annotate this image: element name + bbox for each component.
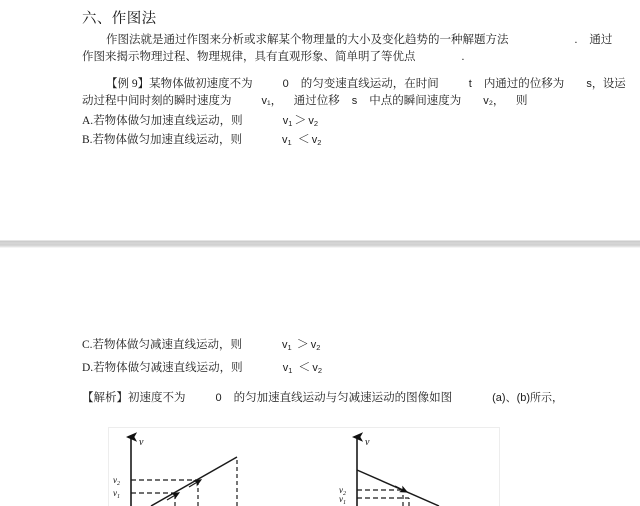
intro-paragraph-line-2 [82,49,464,66]
option-a-right-variable: $v_2$ [308,115,319,128]
option-a-key: A. [82,115,94,127]
example-line-1-d: 设运 [602,78,626,90]
option-d-text: 若物体做匀减速直线运动，则 [93,362,243,374]
option-b-right-variable: $v_2$ [311,134,322,147]
graph-b-y-axis-label: v [365,437,370,448]
analysis-label: 【解析】 [82,392,128,404]
example-line-2-c: 中点的瞬间速度为 [369,95,462,107]
page-separator [0,240,640,248]
graphs-svg [109,428,499,506]
graph-b-v2-tick-label: $v_2$ [339,485,346,497]
option-a-left-variable: $v_1$ [282,115,293,128]
graph-a-v2-tick-label: $v_2$ [113,475,120,487]
example-line-1-a: 某物体做初速度不为 [149,78,253,90]
option-b-key: B. [82,134,93,146]
option-a-text: 若物体做匀加速直线运动，则 [93,115,243,127]
example-displacement-symbol: s， [586,78,603,90]
option-a-relation: ＞ [294,113,307,127]
velocity-time-graph-figure [108,427,500,506]
example-initial-velocity-value: 0 [282,78,289,90]
example-label: 【例 9】 [106,78,150,90]
page-title: 六、作图法 [82,11,157,27]
option-c-left-variable: $v_1$ [282,339,292,352]
example-line-2-a: 动过程中间时刻的瞬时速度为 [82,95,232,107]
intro-line-1-tail: 通过 [589,34,613,46]
graph-b-uniform-deceleration [339,437,439,506]
answer-option-a[interactable] [82,112,318,132]
option-b-relation: ＜ [297,132,310,146]
example-line-1-b: 的匀变速直线运动，在时间 [300,78,439,90]
graph-a-v1-tick-label: $v_1$ [113,488,120,500]
answer-option-b[interactable] [82,131,321,151]
option-d-relation: ＜ [298,360,311,374]
graph-a-y-axis-label: v [139,437,144,448]
intro-line-2-tail: . [461,51,465,63]
graph-a-velocity-line [151,457,237,506]
option-c-text: 若物体做匀减速直线运动，则 [92,339,243,351]
intro-line-1-text: 作图法就是通过作图来分析或求解某个物理量的大小及变化趋势的一种解题方法 [106,34,509,46]
intro-line-1-punct: . [574,34,578,46]
analysis-figure-ref-a: (a)、 [492,392,517,404]
analysis-text-a: 初速度不为 [128,392,186,404]
example-v1-symbol: v₁， [261,95,282,107]
graph-a-uniform-acceleration [113,437,237,506]
option-c-relation: ＞ [296,337,309,351]
intro-line-2-text: 作图来揭示物理过程、物理规律，具有直观形象、简单明了等优点 [82,51,416,63]
intro-paragraph-line-1 [82,32,612,49]
example-statement-line-2 [82,93,528,110]
example-time-symbol: t [468,78,472,90]
option-d-key: D. [82,362,94,374]
example-v2-symbol: v₂， [483,95,504,107]
option-b-left-variable: $v_1$ [282,134,292,147]
answer-option-c[interactable] [82,336,320,356]
option-d-left-variable: $v_1$ [282,362,293,375]
example-s-symbol: s [351,95,358,107]
option-c-key: C. [82,339,93,351]
analysis-text-b: 的匀加速直线运动与匀减速运动的图像如图 [233,392,453,404]
analysis-initial-velocity-value: 0 [215,392,222,404]
example-line-2-d: 则 [516,95,528,107]
example-line-1-c: 内通过的位移为 [483,78,565,90]
example-line-2-b: 通过位移 [293,95,340,107]
answer-option-d[interactable] [82,359,322,379]
graph-b-v1-tick-label: $v_1$ [339,494,346,506]
option-d-right-variable: $v_2$ [312,362,323,375]
example-statement-line-1 [82,76,626,93]
analysis-figure-ref-b: (b)所示， [516,392,564,404]
option-b-text: 若物体做匀加速直线运动，则 [92,134,243,146]
option-c-right-variable: $v_2$ [310,339,321,352]
analysis-paragraph [82,390,563,407]
